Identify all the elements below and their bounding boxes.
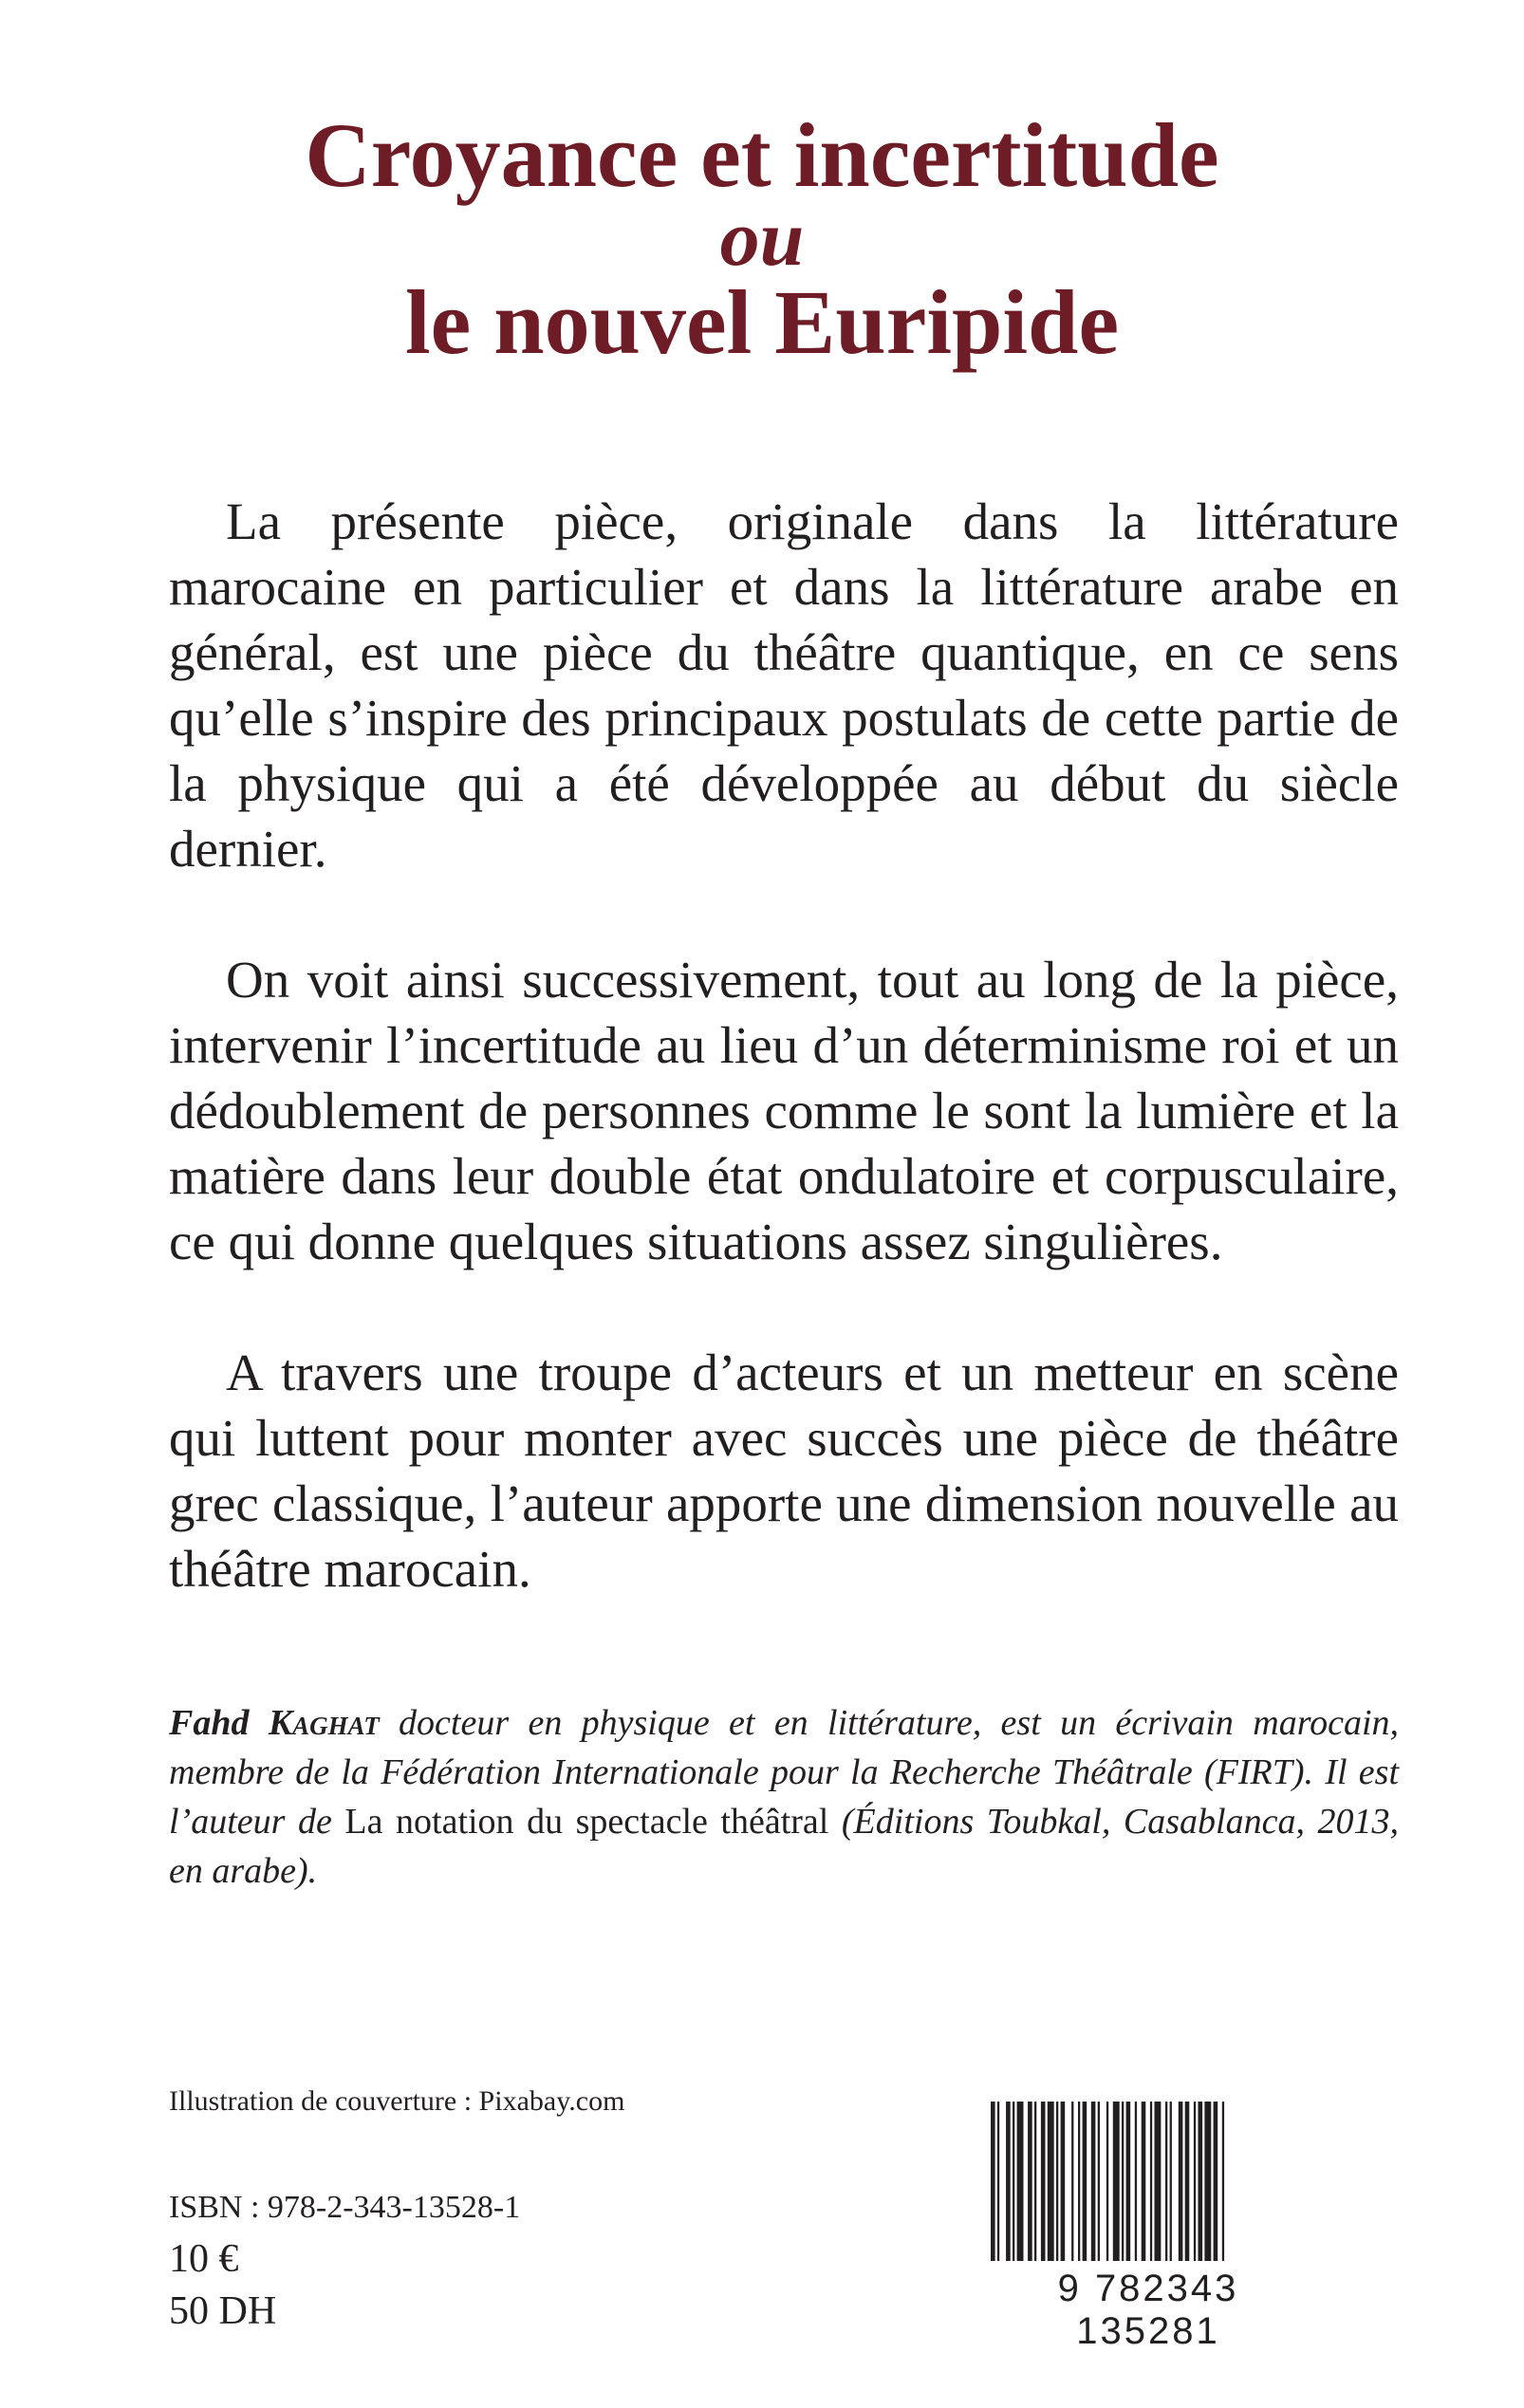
barcode-bar [1071, 2102, 1073, 2261]
barcode-bar [1078, 2102, 1080, 2261]
barcode-bar [1061, 2102, 1066, 2261]
barcode-bar [1194, 2102, 1196, 2261]
barcode-bar [1106, 2102, 1108, 2261]
author-book-title: La notation du spectacle théâtral [344, 1802, 829, 1842]
barcode-bar [991, 2102, 995, 2261]
blurb-paragraph-3: A travers une troupe d’acteurs et un metteur en scène qui luttent pour monter avec succès une pièce de théâtre grec classique, l’auteur apporte une dimension nouvelle au théâtre marocain. [169, 1343, 1399, 1598]
book-title [0, 104, 1524, 373]
barcode-bar [1083, 2102, 1087, 2261]
barcode-bar [1199, 2102, 1203, 2261]
barcode-bar [1204, 2102, 1211, 2261]
barcode-bar [1091, 2102, 1096, 2261]
barcode-bar [1041, 2102, 1046, 2261]
price-eur: 10 € [169, 2237, 239, 2281]
barcode-bar [1013, 2102, 1014, 2261]
title-line-2: le nouvel Euripide [404, 271, 1120, 373]
barcode-bar [1048, 2102, 1054, 2261]
barcode-bar [1214, 2102, 1218, 2261]
price-dh: 50 DH [169, 2289, 277, 2333]
blurb-paragraph-1: La présente pièce, originale dans la littérature marocaine en particulier et dans la littérature arabe en général, est une pièce du théâtre quantique, en ce sens qu’elle s’inspire des principaux postulats de cette partie de la physique qui a été développée au début du siècle dernier. [169, 492, 1399, 878]
barcode-bar [1135, 2102, 1137, 2261]
barcode-bar [1222, 2102, 1224, 2261]
barcode-bar [1179, 2102, 1183, 2261]
illustration-credit: Illustration de couverture : Pixabay.com [169, 2085, 625, 2117]
barcode-bar [1098, 2102, 1100, 2261]
barcode-bar [1170, 2102, 1172, 2261]
barcode-bar [1056, 2102, 1058, 2261]
barcode [987, 2102, 1310, 2352]
barcode-bars [987, 2102, 1310, 2272]
barcode-digits: 9 782343 135281 [1057, 2268, 1239, 2352]
barcode-bar [1165, 2102, 1167, 2261]
title-line-1: Croyance et incertitude [305, 104, 1219, 206]
isbn: ISBN : 978-2-343-13528-1 [169, 2190, 521, 2225]
barcode-bar [1142, 2102, 1146, 2261]
barcode-bar [1006, 2102, 1011, 2261]
author-bio [169, 1698, 1399, 1896]
barcode-bar [1150, 2102, 1152, 2261]
barcode-bar [1126, 2102, 1131, 2261]
barcode-bar [1034, 2102, 1036, 2261]
blurb [169, 489, 1399, 1667]
author-first-name: Fahd [169, 1703, 250, 1743]
barcode-bar [1028, 2102, 1032, 2261]
barcode-bar [1017, 2102, 1024, 2261]
author-bio-part-2: (Éditions Toubkal, Casablanca, 2013, en arabe). [169, 1802, 1399, 1891]
barcode-bar [1113, 2102, 1120, 2261]
barcode-bar [1122, 2102, 1124, 2261]
author-bio-part-1: docteur en physique et en littérature, est un écrivain marocain, membre de la Fédération Internationale pour la Recherche Théâtrale (FIRT). Il est l’auteur de [169, 1703, 1399, 1842]
title-connector: ou [719, 194, 805, 283]
barcode-bar [997, 2102, 999, 2261]
barcode-bar [1185, 2102, 1190, 2261]
blurb-paragraph-2: On voit ainsi successivement, tout au long de la pièce, intervenir l’incertitude au lieu d’un déterminisme roi et un dédoublement de personnes comme le sont la lumière et la matière dans leur double état ondulatoire et corpusculaire, ce qui donne quelques situations assez singulières. [169, 951, 1399, 1270]
barcode-bar [1155, 2102, 1162, 2261]
author-last-name: Kaghat [268, 1703, 380, 1743]
